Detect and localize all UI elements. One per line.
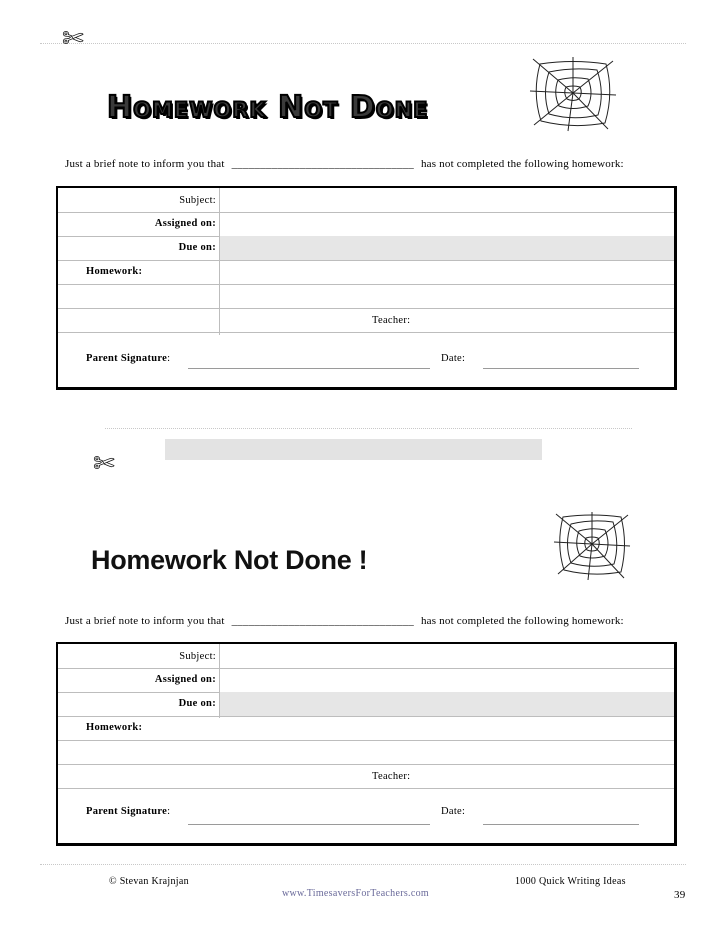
parent-signature-colon: : [167, 806, 171, 817]
signature-row [58, 788, 674, 843]
cut-line-top [40, 43, 686, 44]
due-on-row [58, 236, 674, 261]
intro-note-bottom [65, 615, 624, 627]
subject-label: Subject: [179, 195, 216, 206]
teacher-label: Teacher: [372, 771, 411, 782]
due-on-input[interactable] [220, 236, 674, 260]
student-name-blank[interactable]: ________________________________ [231, 158, 415, 170]
date-line[interactable] [483, 824, 639, 825]
homework-line-row[interactable] [58, 284, 674, 309]
homework-form-top [56, 186, 677, 390]
date-label: Date: [441, 806, 466, 817]
intro-note-suffix: has not completed the following homework: [420, 615, 624, 627]
footer-book-title: 1000 Quick Writing Ideas [515, 876, 626, 887]
assigned-on-label: Assigned on: [154, 674, 216, 685]
subject-row [58, 188, 674, 213]
homework-form-bottom [56, 642, 677, 846]
cut-line-middle [105, 428, 632, 429]
scissors-icon: ✄ [93, 449, 115, 479]
due-on-row [58, 692, 674, 717]
parent-signature-label [86, 806, 170, 817]
date-label: Date: [441, 353, 466, 364]
page-title-top: Homework Not Done [107, 90, 429, 125]
assigned-on-label: Assigned on: [154, 218, 216, 229]
due-on-label: Due on: [178, 698, 216, 709]
due-on-input[interactable] [220, 692, 674, 716]
parent-signature-line[interactable] [188, 368, 430, 369]
teacher-row [58, 764, 674, 789]
footer-copyright: © Stevan Krajnjan [109, 876, 189, 887]
footer-dotted-line [40, 864, 686, 865]
date-line[interactable] [483, 368, 639, 369]
parent-signature-colon: : [167, 353, 171, 364]
assigned-on-row [58, 668, 674, 693]
spider-web-icon [528, 55, 618, 133]
intro-note-prefix: Just a brief note to inform you that [65, 615, 225, 627]
assigned-on-row [58, 212, 674, 237]
intro-note-suffix: has not completed the following homework: [420, 158, 624, 170]
due-on-label: Due on: [178, 242, 216, 253]
parent-signature-text: Parent Signature [86, 806, 168, 817]
homework-row [58, 260, 674, 285]
page-title-bottom: Homework Not Done ! [91, 545, 368, 575]
page-number: 39 [674, 889, 686, 901]
student-name-blank[interactable]: ________________________________ [231, 615, 415, 627]
intro-note-prefix: Just a brief note to inform you that [65, 158, 225, 170]
intro-note-top [65, 158, 624, 170]
parent-signature-text: Parent Signature [86, 353, 168, 364]
signature-row [58, 332, 674, 387]
parent-signature-line[interactable] [188, 824, 430, 825]
homework-label: Homework: [86, 722, 143, 733]
teacher-label: Teacher: [372, 315, 411, 326]
homework-label: Homework: [86, 266, 143, 277]
parent-signature-label [86, 353, 170, 364]
homework-line-row[interactable] [58, 740, 674, 765]
subject-label: Subject: [179, 651, 216, 662]
teacher-row [58, 308, 674, 333]
subject-row [58, 644, 674, 669]
spider-web-icon [552, 510, 632, 582]
homework-row [58, 716, 674, 741]
footer-website[interactable]: www.TimesaversForTeachers.com [282, 888, 429, 899]
scissors-icon: ✄ [62, 24, 84, 54]
gray-divider-bar [165, 439, 542, 460]
